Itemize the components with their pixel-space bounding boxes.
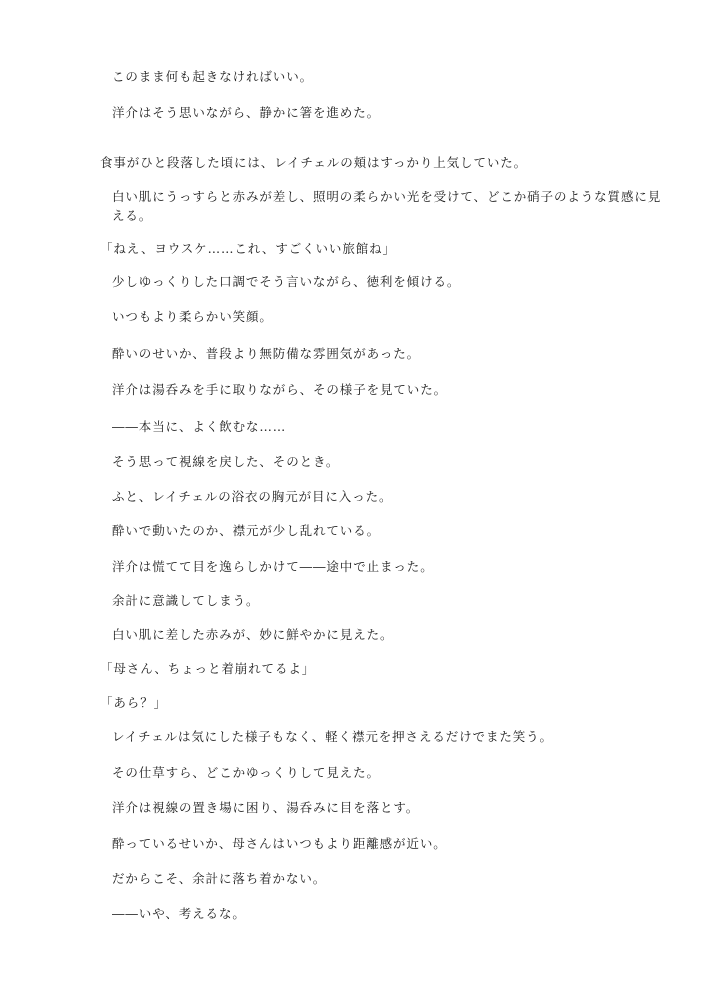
paragraph-13: 酔いで動いたのか、襟元が少し乱れている。	[112, 523, 381, 538]
paragraph-18: 「あら？」	[100, 695, 168, 710]
paragraph-17: 「母さん、ちょっと着崩れてるよ」	[100, 661, 316, 676]
paragraph-21: 洋介は視線の置き場に困り、湯呑みに目を落とす。	[112, 800, 420, 815]
paragraph-4: 白い肌にうっすらと赤みが差し、照明の柔らかい光を受けて、どこか硝子のような質感に見える。	[112, 189, 662, 223]
paragraph-22: 酔っているせいか、母さんはいつもより距離感が近い。	[112, 836, 447, 851]
paragraph-14: 洋介は慌てて目を逸らしかけて――途中で止まった。	[112, 559, 434, 574]
paragraph-5: 「ねえ、ヨウスケ……これ、すごくいい旅館ね」	[100, 241, 396, 256]
paragraph-15: 余計に意識してしまう。	[112, 593, 260, 608]
paragraph-1: このまま何も起きなければいい。	[112, 69, 314, 84]
paragraph-10: ――本当に、よく飲むな……	[112, 419, 287, 434]
paragraph-9: 洋介は湯呑みを手に取りながら、その様子を見ていた。	[112, 382, 448, 397]
paragraph-19: レイチェルは気にした様子もなく、軽く襟元を押さえるだけでまた笑う。	[112, 729, 553, 744]
paragraph-24: ――いや、考えるな。	[112, 906, 246, 921]
paragraph-8: 酔いのせいか、普段より無防備な雰囲気があった。	[112, 346, 421, 361]
paragraph-12: ふと、レイチェルの浴衣の胸元が目に入った。	[112, 489, 393, 504]
paragraph-23: だからこそ、余計に落ち着かない。	[112, 871, 327, 886]
paragraph-16: 白い肌に差した赤みが、妙に鮮やかに見えた。	[112, 627, 394, 642]
paragraph-20: その仕草すら、どこかゆっくりして見えた。	[112, 765, 380, 780]
paragraph-3: 食事がひと段落した頃には、レイチェルの頬はすっかり上気していた。	[100, 155, 528, 170]
paragraph-7: いつもより柔らかい笑顔。	[112, 309, 273, 324]
paragraph-11: そう思って視線を戻した、そのとき。	[112, 454, 340, 469]
paragraph-6: 少しゆっくりした口調でそう言いながら、徳利を傾ける。	[112, 274, 461, 289]
paragraph-2: 洋介はそう思いながら、静かに箸を進めた。	[112, 105, 381, 120]
